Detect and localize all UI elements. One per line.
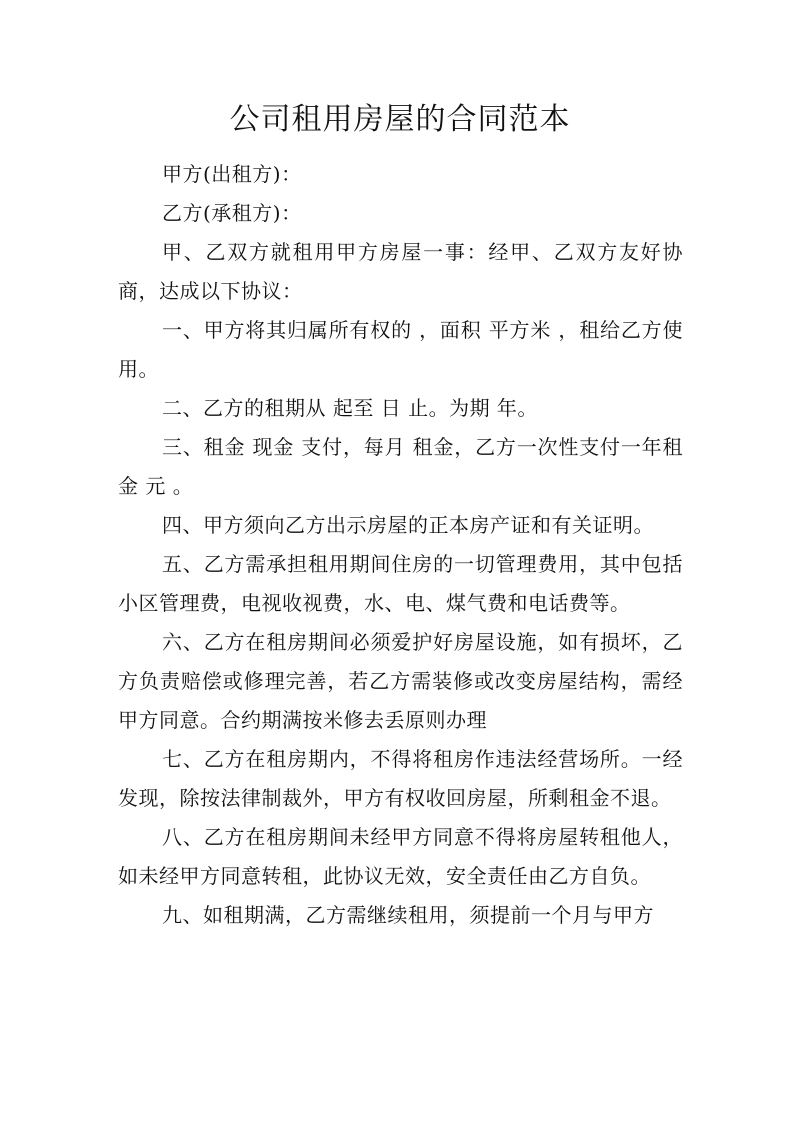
clause-7: 七、乙方在租房期内，不得将租房作违法经营场所。一经发现，除按法律制裁外，甲方有权收回房屋，所剩租金不退。: [118, 747, 683, 810]
preamble-paragraph: 甲、乙双方就租用甲方房屋一事：经甲、乙双方友好协商，达成以下协议：: [118, 240, 683, 303]
clause-9: 九、如租期满，乙方需继续租用，须提前一个月与甲方: [162, 903, 654, 927]
clause-3: 三、租金 现金 支付，每月 租金，乙方一次性支付一年租金 元 。: [118, 435, 683, 498]
party-a-line: 甲方(出租方)：: [162, 162, 302, 186]
document-body: [118, 155, 683, 935]
clause-6: 六、乙方在租房期间必须爱护好房屋设施，如有损坏，乙方负责赔偿或修理完善，若乙方需装修或改变房屋结构，需经甲方同意。合约期满按米修去丢原则办理: [118, 630, 683, 732]
clause-4: 四、甲方须向乙方出示房屋的正本房产证和有关证明。: [162, 513, 654, 537]
clause-2: 二、乙方的租期从 起至 日 止。为期 年。: [162, 396, 538, 420]
document-title: 公司租用房屋的合同范本: [229, 102, 571, 137]
clause-1: 一、甲方将其归属所有权的 ，面积 平方米 ，租给乙方使用。: [118, 318, 683, 381]
party-b-line: 乙方(承租方)：: [162, 201, 302, 225]
clause-5: 五、乙方需承担租用期间住房的一切管理费用，其中包括小区管理费，电视收视费，水、电、煤气费和电话费等。: [118, 552, 683, 615]
clause-8: 八、乙方在租房期间未经甲方同意不得将房屋转租他人，如未经甲方同意转租，此协议无效，安全责任由乙方自负。: [118, 825, 683, 888]
